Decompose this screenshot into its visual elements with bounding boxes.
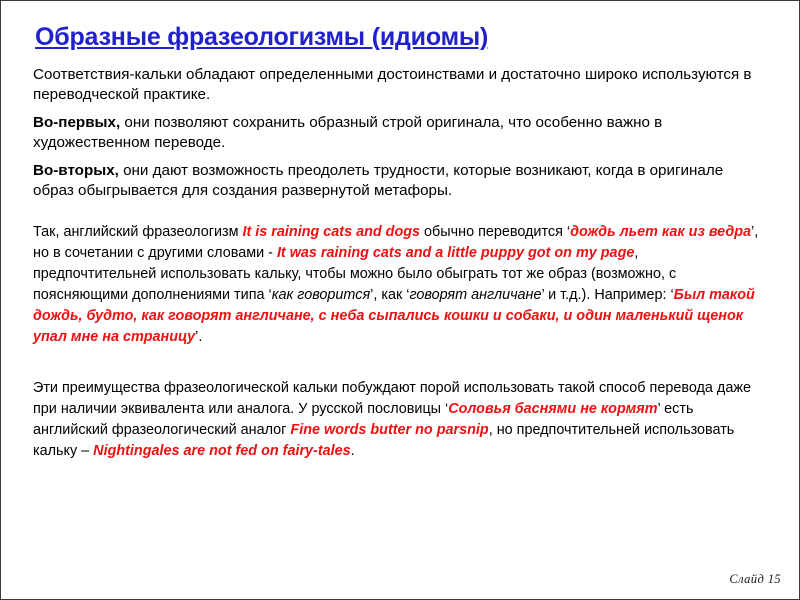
page-title: Образные фразеологизмы (идиомы) [35,23,489,51]
paragraph-first-point-lead: Во-первых, [33,114,121,132]
paragraph-first-point [33,113,767,153]
proverb-solovya-basnyami: Соловья баснями не кормят [448,400,658,417]
paragraph-first-point-text: они позволяют сохранить образный строй оригинала, что особенно важно в художественном переводе. [33,114,663,152]
example-text-6: ’ и т.д.). Например: ‘ [541,287,674,303]
conclusion-text-1: Эти преимущества фразеологической кальки побуждают порой использовать такой способ перевода даже при наличии эквивалента или аналога. У русской пословицы ‘ [33,379,751,417]
example-text-7: ’. [195,328,203,345]
paragraph-intro-text: Соответствия-кальки обладают определенными достоинствами и достаточно широко используются в переводческой практике. [33,66,752,104]
paragraph-second-point [33,161,767,201]
example-text-5: ’, как ‘ [370,287,410,303]
idiom-byl-takoy-dozhd: Был такой дождь, будто, как говорят англичане, с неба сыпались кошки и собаки, и один маленький щенок упал мне на страницу [33,287,755,345]
idiom-nightingales-not-fed: Nightingales are not fed on fairy-tales [93,443,351,460]
paragraph-second-point-text: они дают возможность преодолеть трудности, которые возникают, когда в оригинале образ обыгрывается для создания развернутой метафоры. [33,162,724,200]
example-text-1: Так, английский фразеологизм [33,224,243,241]
paragraph-example-block [33,222,767,347]
slide-content [1,1,799,599]
paragraph-intro [33,65,767,105]
conclusion-text-3: , но предпочтительней использовать кальку – [33,421,735,460]
conclusion-text-2: ’ есть английский фразеологический аналог [33,400,694,438]
idiom-dozhd-lyot-kak-iz-vedra: дождь льет как из ведра [570,224,752,241]
phrase-kak-govoritsya: как говорится [271,287,371,303]
idiom-fine-words-butter-no-parsnip: Fine words butter no parsnip [290,421,489,438]
paragraph-second-point-lead: Во-вторых, [33,162,119,180]
example-text-4: , предпочтительней использовать кальку, чтобы можно было обыграть тот же образ (возможно, с поясняющими дополнениями типа ‘ [33,245,677,303]
paragraph-conclusion-block [33,378,767,463]
idiom-raining-cats-and-dogs: It is raining cats and dogs [242,224,421,241]
idiom-raining-cats-puppy: It was raining cats and a little puppy got on my page [276,245,635,262]
conclusion-text-4: . [350,443,355,460]
phrase-govoryat-anglichane: говорят англичане [409,287,542,303]
slide-number: Слайд 15 [729,572,781,586]
example-text-2: обычно переводится ‘ [420,224,571,241]
example-text-3: ’, но в сочетании с другими словами - [33,224,759,262]
